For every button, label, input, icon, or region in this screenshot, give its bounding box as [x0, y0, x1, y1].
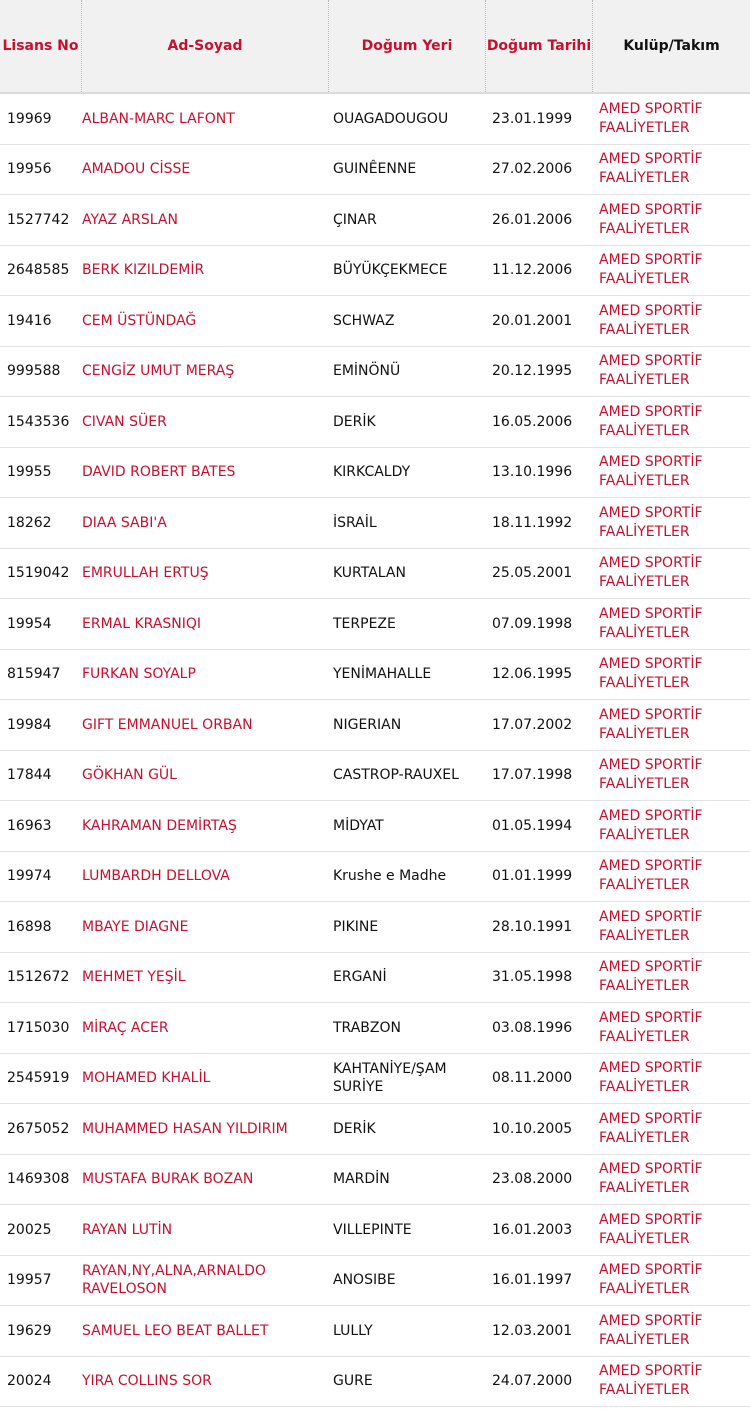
- player-name-link[interactable]: CIVAN SÜER: [82, 413, 167, 430]
- birthplace-cell: ANOSIBE: [333, 1272, 396, 1289]
- birthdate-cell: 20.01.2001: [492, 312, 573, 329]
- license-cell: 1715030: [7, 1019, 70, 1036]
- birthdate-cell: 17.07.2002: [492, 716, 573, 733]
- club-link[interactable]: AMED SPORTİF FAALİYETLER: [599, 201, 703, 237]
- table-row: [0, 1256, 750, 1307]
- birthdate-cell: 18.11.1992: [492, 514, 573, 531]
- player-name-link[interactable]: AYAZ ARSLAN: [82, 211, 178, 228]
- player-name-link[interactable]: SAMUEL LEO BEAT BALLET: [82, 1322, 269, 1339]
- birthdate-cell: 24.07.2000: [492, 1373, 573, 1390]
- club-link[interactable]: AMED SPORTİF FAALİYETLER: [599, 100, 703, 136]
- table-row: [0, 1306, 750, 1357]
- club-link[interactable]: AMED SPORTİF FAALİYETLER: [599, 555, 703, 591]
- table-row: [0, 751, 750, 802]
- birthplace-cell: DERİK: [333, 1120, 376, 1137]
- club-link[interactable]: AMED SPORTİF FAALİYETLER: [599, 858, 703, 894]
- club-link[interactable]: AMED SPORTİF FAALİYETLER: [599, 959, 703, 995]
- club-link[interactable]: AMED SPORTİF FAALİYETLER: [599, 1312, 703, 1348]
- player-name-link[interactable]: RAYAN,NY,ALNA,ARNALDO RAVELOSON: [82, 1263, 266, 1298]
- player-name-link[interactable]: BERK KIZILDEMİR: [82, 262, 205, 279]
- club-link[interactable]: AMED SPORTİF FAALİYETLER: [599, 1363, 703, 1399]
- header-name[interactable]: Ad-Soyad: [82, 0, 329, 92]
- license-cell: 19416: [7, 312, 52, 329]
- license-cell: 2648585: [7, 262, 70, 279]
- table-row: [0, 145, 750, 196]
- player-name-link[interactable]: GÖKHAN GÜL: [82, 767, 177, 784]
- header-birthplace[interactable]: Doğum Yeri: [329, 0, 486, 92]
- license-cell: 1512672: [7, 969, 70, 986]
- player-name-link[interactable]: FURKAN SOYALP: [82, 666, 196, 683]
- table-row: [0, 599, 750, 650]
- birthdate-cell: 26.01.2006: [492, 211, 573, 228]
- birthdate-cell: 28.10.1991: [492, 918, 573, 935]
- table-row: [0, 1003, 750, 1054]
- license-cell: 999588: [7, 363, 61, 380]
- table-row: [0, 1054, 750, 1105]
- birthdate-cell: 25.05.2001: [492, 565, 573, 582]
- table-row: [0, 94, 750, 145]
- birthplace-cell: MİDYAT: [333, 817, 384, 834]
- player-name-link[interactable]: MEHMET YEŞİL: [82, 969, 186, 986]
- table-row: [0, 549, 750, 600]
- license-cell: 19955: [7, 464, 52, 481]
- license-cell: 19984: [7, 716, 52, 733]
- table-row: [0, 195, 750, 246]
- birthplace-cell: EMİNÖNÜ: [333, 363, 401, 380]
- header-license[interactable]: Lisans No: [0, 0, 82, 92]
- club-link[interactable]: AMED SPORTİF FAALİYETLER: [599, 1110, 703, 1146]
- table-row: [0, 347, 750, 398]
- table-row: [0, 953, 750, 1004]
- table-row: [0, 1205, 750, 1256]
- birthplace-cell: OUAGADOUGOU: [333, 110, 449, 127]
- birthplace-cell: GUINÊENNE: [333, 161, 417, 178]
- table-row: [0, 448, 750, 499]
- license-cell: 1527742: [7, 211, 70, 228]
- club-link[interactable]: AMED SPORTİF FAALİYETLER: [599, 807, 703, 843]
- birthdate-cell: 16.01.1997: [492, 1272, 573, 1289]
- birthplace-cell: PIKINE: [333, 918, 379, 935]
- birthplace-cell: NIGERIAN: [333, 716, 402, 733]
- license-cell: 2675052: [7, 1120, 70, 1137]
- club-link[interactable]: AMED SPORTİF FAALİYETLER: [599, 252, 703, 288]
- license-cell: 19629: [7, 1322, 52, 1339]
- table-row: [0, 801, 750, 852]
- birthplace-cell: BÜYÜKÇEKMECE: [333, 262, 448, 279]
- player-name-link[interactable]: MUSTAFA BURAK BOZAN: [82, 1171, 254, 1188]
- birthplace-cell: TRABZON: [333, 1019, 401, 1036]
- birthdate-cell: 17.07.1998: [492, 767, 573, 784]
- birthplace-cell: CASTROP-RAUXEL: [333, 767, 459, 784]
- license-cell: 19956: [7, 161, 52, 178]
- birthdate-cell: 27.02.2006: [492, 161, 573, 178]
- birthplace-cell: Krushe e Madhe: [333, 868, 447, 885]
- table-row: [0, 498, 750, 549]
- birthdate-cell: 12.06.1995: [492, 666, 573, 683]
- table-row: [0, 296, 750, 347]
- birthdate-cell: 10.10.2005: [492, 1120, 573, 1137]
- birthplace-cell: YENİMAHALLE: [333, 666, 432, 683]
- birthdate-cell: 11.12.2006: [492, 262, 573, 279]
- player-name-link[interactable]: CEM ÜSTÜNDAĞ: [82, 312, 197, 329]
- club-link[interactable]: AMED SPORTİF FAALİYETLER: [599, 1009, 703, 1045]
- birthplace-cell: KAHTANİYE/ŞAM SURİYE: [333, 1061, 447, 1096]
- license-cell: 1519042: [7, 565, 70, 582]
- birthdate-cell: 12.03.2001: [492, 1322, 573, 1339]
- player-name-link[interactable]: YIRA COLLINS SOR: [82, 1373, 212, 1390]
- license-cell: 1543536: [7, 413, 70, 430]
- club-link[interactable]: AMED SPORTİF FAALİYETLER: [599, 908, 703, 944]
- club-link[interactable]: AMED SPORTİF FAALİYETLER: [599, 757, 703, 793]
- birthplace-cell: KIRKCALDY: [333, 464, 411, 481]
- player-name-link[interactable]: KAHRAMAN DEMİRTAŞ: [82, 817, 237, 834]
- license-cell: 17844: [7, 767, 52, 784]
- table-row: [0, 1104, 750, 1155]
- club-link[interactable]: AMED SPORTİF FAALİYETLER: [599, 605, 703, 641]
- birthplace-cell: ÇINAR: [333, 211, 377, 228]
- table-row: [0, 1155, 750, 1206]
- player-name-link[interactable]: MUHAMMED HASAN YILDIRIM: [82, 1120, 288, 1137]
- birthdate-cell: 08.11.2000: [492, 1070, 573, 1087]
- license-cell: 1469308: [7, 1171, 70, 1188]
- license-cell: 20025: [7, 1221, 52, 1238]
- birthdate-cell: 16.01.2003: [492, 1221, 573, 1238]
- birthdate-cell: 13.10.1996: [492, 464, 573, 481]
- license-cell: 19954: [7, 615, 52, 632]
- birthdate-cell: 01.01.1999: [492, 868, 573, 885]
- birthdate-cell: 23.08.2000: [492, 1171, 573, 1188]
- club-link[interactable]: AMED SPORTİF FAALİYETLER: [599, 1211, 703, 1247]
- table-row: [0, 650, 750, 701]
- birthplace-cell: TERPEZE: [333, 615, 396, 632]
- license-cell: 2545919: [7, 1070, 70, 1087]
- player-name-link[interactable]: MOHAMED KHALİL: [82, 1070, 211, 1087]
- birthplace-cell: DERİK: [333, 413, 376, 430]
- player-table-body: [0, 94, 750, 1407]
- player-name-link[interactable]: AMADOU CİSSE: [82, 161, 191, 178]
- birthdate-cell: 23.01.1999: [492, 110, 573, 127]
- birthplace-cell: VILLEPINTE: [333, 1221, 412, 1238]
- player-name-link[interactable]: LUMBARDH DELLOVA: [82, 868, 230, 885]
- birthdate-cell: 31.05.1998: [492, 969, 573, 986]
- player-name-link[interactable]: DIAA SABI'A: [82, 514, 167, 531]
- player-name-link[interactable]: CENGİZ UMUT MERAŞ: [82, 363, 235, 380]
- license-cell: 20024: [7, 1373, 52, 1390]
- player-name-link[interactable]: MBAYE DIAGNE: [82, 918, 189, 935]
- header-club[interactable]: Kulüp/Takım: [623, 38, 720, 54]
- birthplace-cell: ERGANİ: [333, 969, 387, 986]
- club-link[interactable]: AMED SPORTİF FAALİYETLER: [599, 1161, 703, 1197]
- license-cell: 19969: [7, 110, 52, 127]
- table-row: [0, 700, 750, 751]
- player-name-link[interactable]: EMRULLAH ERTUŞ: [82, 565, 209, 582]
- license-cell: 815947: [7, 666, 61, 683]
- license-cell: 19957: [7, 1272, 52, 1289]
- club-link[interactable]: AMED SPORTİF FAALİYETLER: [599, 656, 703, 692]
- club-link[interactable]: AMED SPORTİF FAALİYETLER: [599, 1262, 703, 1298]
- table-row: [0, 397, 750, 448]
- table-header: [0, 0, 750, 94]
- club-link[interactable]: AMED SPORTİF FAALİYETLER: [599, 403, 703, 439]
- player-name-link[interactable]: DAVID ROBERT BATES: [82, 464, 236, 481]
- birthplace-cell: SCHWAZ: [333, 312, 395, 329]
- player-name-link[interactable]: ALBAN-MARC LAFONT: [82, 110, 235, 127]
- license-cell: 16898: [7, 918, 52, 935]
- birthdate-cell: 07.09.1998: [492, 615, 573, 632]
- license-cell: 18262: [7, 514, 52, 531]
- player-name-link[interactable]: MİRAÇ ACER: [82, 1019, 169, 1036]
- birthdate-cell: 01.05.1994: [492, 817, 573, 834]
- birthplace-cell: GURE: [333, 1373, 373, 1390]
- table-row: [0, 852, 750, 903]
- birthplace-cell: İSRAİL: [333, 514, 377, 531]
- table-row: [0, 902, 750, 953]
- birthdate-cell: 03.08.1996: [492, 1019, 573, 1036]
- player-name-link[interactable]: ERMAL KRASNIQI: [82, 615, 202, 632]
- club-link[interactable]: AMED SPORTİF FAALİYETLER: [599, 706, 703, 742]
- table-row: [0, 1357, 750, 1408]
- player-name-link[interactable]: RAYAN LUTİN: [82, 1221, 173, 1238]
- birthplace-cell: MARDİN: [333, 1171, 390, 1188]
- license-cell: 16963: [7, 817, 52, 834]
- club-link[interactable]: AMED SPORTİF FAALİYETLER: [599, 504, 703, 540]
- birthdate-cell: 20.12.1995: [492, 363, 573, 380]
- table-row: [0, 246, 750, 297]
- club-link[interactable]: AMED SPORTİF FAALİYETLER: [599, 1060, 703, 1096]
- club-link[interactable]: AMED SPORTİF FAALİYETLER: [599, 454, 703, 490]
- birthplace-cell: KURTALAN: [333, 565, 406, 582]
- club-link[interactable]: AMED SPORTİF FAALİYETLER: [599, 353, 703, 389]
- license-cell: 19974: [7, 868, 52, 885]
- header-birthdate[interactable]: Doğum Tarihi: [486, 0, 593, 92]
- birthdate-cell: 16.05.2006: [492, 413, 573, 430]
- birthplace-cell: LULLY: [333, 1322, 373, 1339]
- club-link[interactable]: AMED SPORTİF FAALİYETLER: [599, 302, 703, 338]
- player-name-link[interactable]: GIFT EMMANUEL ORBAN: [82, 716, 253, 733]
- club-link[interactable]: AMED SPORTİF FAALİYETLER: [599, 151, 703, 187]
